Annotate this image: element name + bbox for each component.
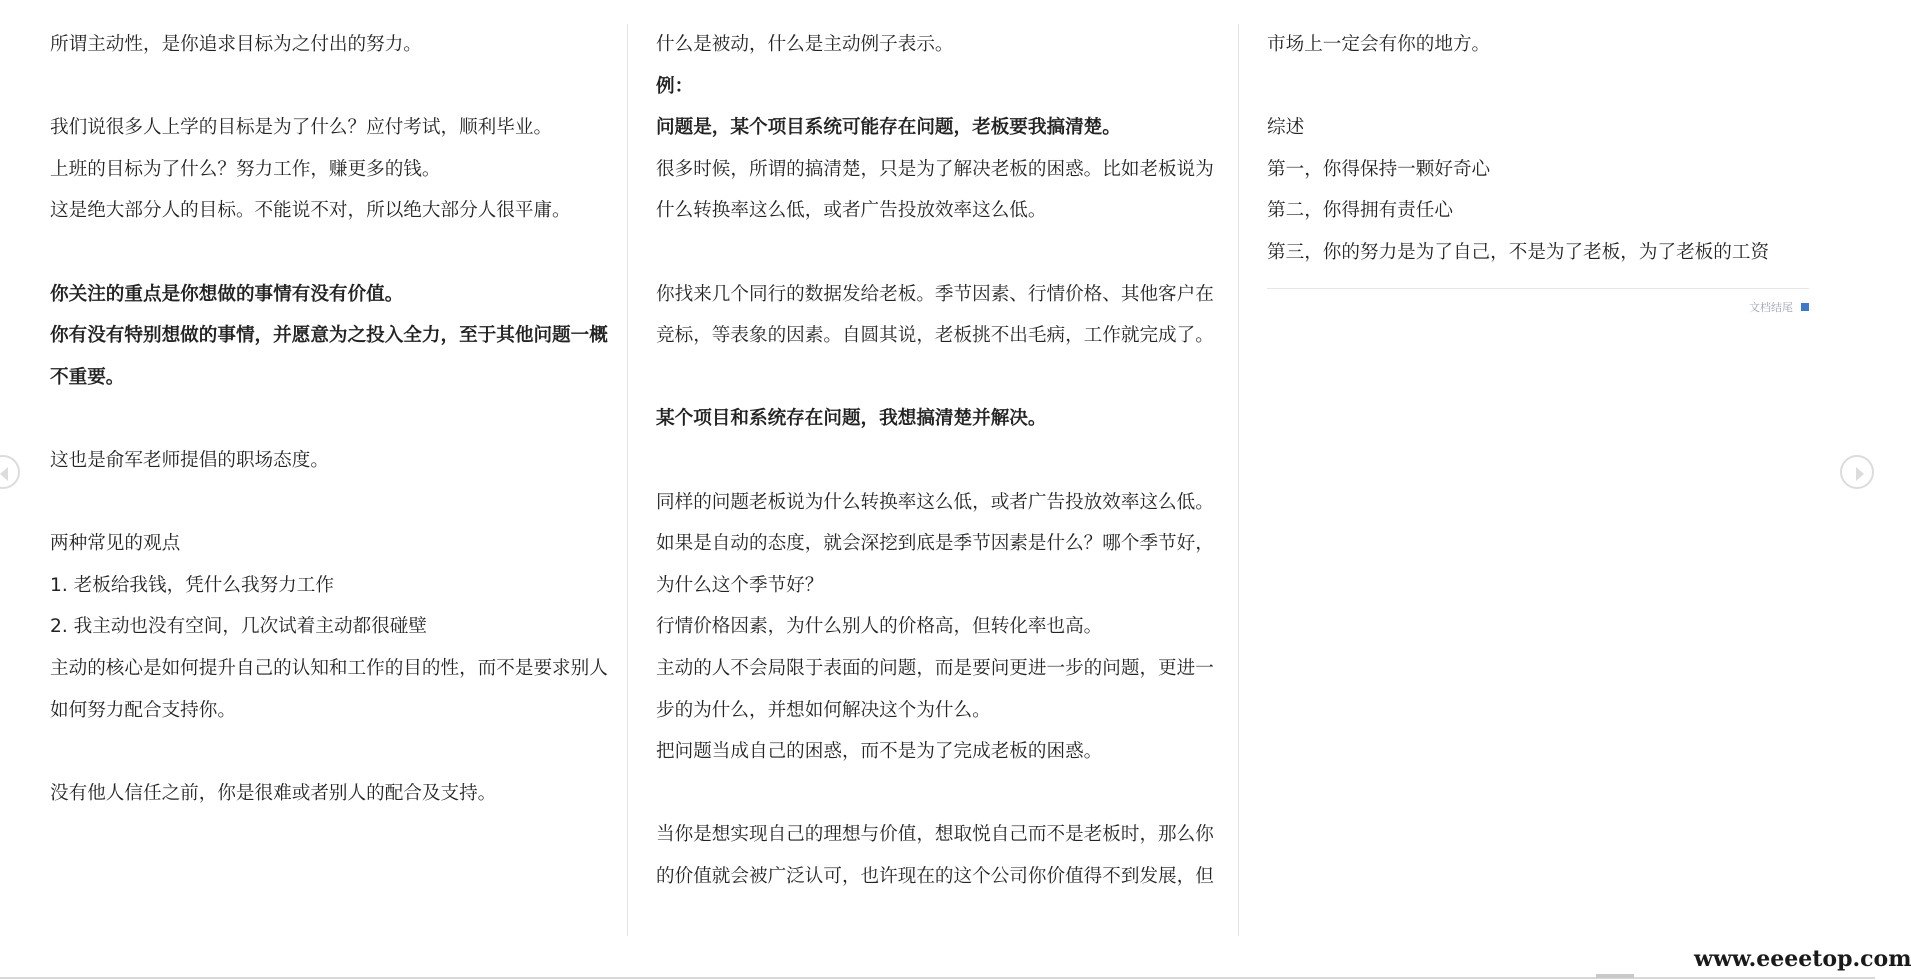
text-line: 2. 我主动也没有空间，几次试着主动都很碰壁 bbox=[50, 616, 427, 638]
blank-line bbox=[656, 357, 1210, 399]
text-line: 行情价格因素，为什么别人的价格高，但转化率也高。 bbox=[656, 616, 1103, 638]
end-square-icon bbox=[1801, 303, 1809, 311]
bold-text-line: 不重要。 bbox=[50, 366, 125, 388]
text-line: 如何努力配合支持你。 bbox=[50, 699, 236, 721]
text-line: 上班的目标为了什么？努力工作，赚更多的钱。 bbox=[50, 158, 441, 180]
text-line: 很多时候，所谓的搞清楚，只是为了解决老板的困惑。比如老板说为 bbox=[656, 158, 1214, 180]
text-line: 你找来几个同行的数据发给老板。季节因素、行情价格、其他客户在 bbox=[656, 283, 1214, 305]
blank-line bbox=[50, 731, 599, 773]
text-line: 主动的核心是如何提升自己的认知和工作的目的性，而不是要求别人 bbox=[50, 657, 608, 679]
text-line: 第三，你的努力是为了自己，不是为了老板，为了老板的工资 bbox=[1267, 241, 1770, 263]
text-line: 两种常见的观点 bbox=[50, 533, 181, 555]
chevron-left-circle-icon bbox=[0, 457, 22, 491]
blank-line bbox=[656, 440, 1210, 482]
next-page-button[interactable] bbox=[1840, 455, 1874, 489]
blank-line bbox=[50, 398, 599, 440]
text-line: 为什么这个季节好？ bbox=[656, 574, 824, 596]
text-line: 什么转换率这么低，或者广告投放效率这么低。 bbox=[656, 200, 1047, 222]
text-line: 当你是想实现自己的理想与价值，想取悦自己而不是老板时，那么你 bbox=[656, 824, 1214, 846]
page-column-1 bbox=[22, 24, 627, 936]
blank-line bbox=[656, 773, 1210, 815]
text-line: 所谓主动性，是你追求目标为之付出的努力。 bbox=[50, 34, 422, 55]
text-line: 这也是俞军老师提倡的职场态度。 bbox=[50, 449, 329, 471]
text-line: 如果是自动的态度，就会深挖到底是季节因素是什么？哪个季节好， bbox=[656, 533, 1214, 555]
bold-text-line: 你关注的重点是你想做的事情有没有价值。 bbox=[50, 283, 404, 305]
document-end-separator bbox=[1267, 288, 1809, 319]
blank-line bbox=[1267, 66, 1802, 108]
text-line: 主动的人不会局限于表面的问题，而是要问更进一步的问题，更进一 bbox=[656, 657, 1214, 679]
document-end-label: 文档结尾 bbox=[1749, 300, 1793, 314]
text-line: 这是绝大部分人的目标。不能说不对，所以绝大部分人很平庸。 bbox=[50, 200, 571, 222]
text-line: 什么是被动，什么是主动例子表示。 bbox=[656, 34, 954, 55]
bottom-scrollbar-track bbox=[0, 977, 1875, 979]
bold-text-line: 你有没有特别想做的事情，并愿意为之投入全力，至于其他问题一概 bbox=[50, 325, 608, 347]
text-line: 步的为什么，并想如何解决这个为什么。 bbox=[656, 699, 991, 721]
prev-page-button[interactable] bbox=[0, 455, 20, 489]
bold-text-line: 某个项目和系统存在问题，我想搞清楚并解决。 bbox=[656, 408, 1047, 430]
blank-line bbox=[50, 66, 599, 108]
site-watermark: www.eeeetop.com bbox=[1694, 946, 1911, 972]
blank-line bbox=[50, 232, 599, 274]
page-column-2 bbox=[627, 24, 1239, 936]
text-line: 竞标，等表象的因素。自圆其说，老板挑不出毛病，工作就完成了。 bbox=[656, 325, 1214, 347]
text-line: 市场上一定会有你的地方。 bbox=[1267, 34, 1491, 55]
bold-text-line: 问题是，某个项目系统可能存在问题，老板要我搞清楚。 bbox=[656, 117, 1121, 139]
text-line: 我们说很多人上学的目标是为了什么？应付考试，顺利毕业。 bbox=[50, 117, 553, 139]
bottom-scrollbar-thumb[interactable] bbox=[1596, 974, 1634, 978]
text-line: 第一，你得保持一颗好奇心 bbox=[1267, 158, 1491, 180]
chevron-right-circle-icon bbox=[1842, 457, 1876, 491]
text-line: 把问题当成自己的困惑，而不是为了完成老板的困惑。 bbox=[656, 741, 1103, 763]
reader-pages bbox=[22, 24, 1830, 936]
text-line: 没有他人信任之前，你是很难或者别人的配合及支持。 bbox=[50, 782, 497, 804]
bold-text-line: 例： bbox=[656, 75, 694, 97]
text-line: 综述 bbox=[1267, 117, 1305, 139]
page-column-3 bbox=[1239, 24, 1830, 936]
text-line: 的价值就会被广泛认可，也许现在的这个公司你价值得不到发展，但 bbox=[656, 865, 1214, 887]
blank-line bbox=[50, 482, 599, 524]
document-end-marker bbox=[1749, 299, 1809, 315]
text-line: 第二，你得拥有责任心 bbox=[1267, 200, 1453, 222]
text-line: 同样的问题老板说为什么转换率这么低，或者广告投放效率这么低。 bbox=[656, 491, 1214, 513]
blank-line bbox=[656, 232, 1210, 274]
text-line: 1. 老板给我钱，凭什么我努力工作 bbox=[50, 574, 334, 596]
